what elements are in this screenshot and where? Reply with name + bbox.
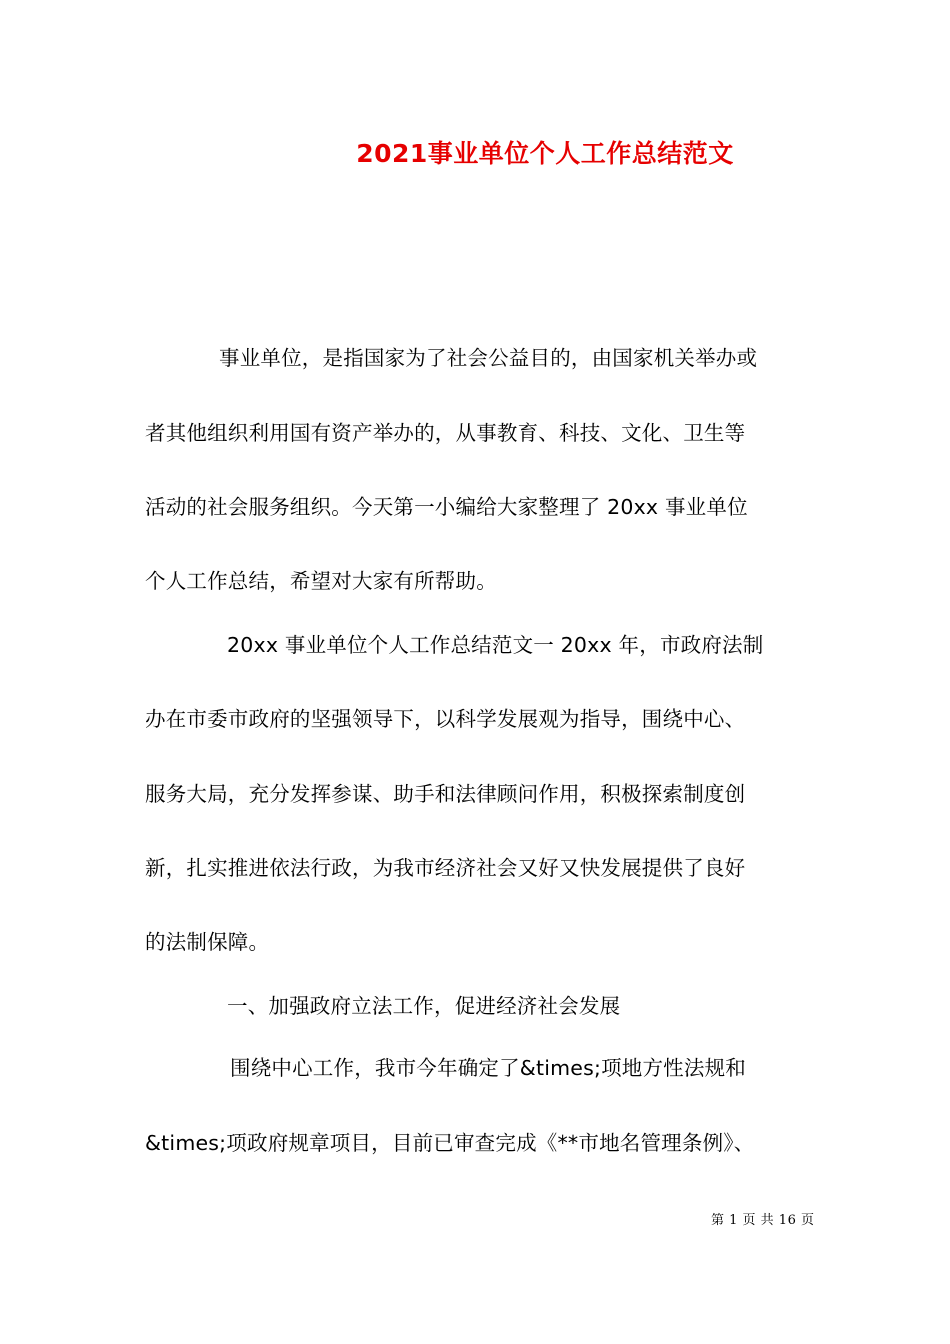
paragraph-line-12: &times;项政府规章项目，目前已审查完成《**市地名管理条例》、 <box>145 1131 755 1155</box>
paragraph-line-4: 个人工作总结，希望对大家有所帮助。 <box>145 569 497 593</box>
paragraph-line-5: 20xx 事业单位个人工作总结范文一 20xx 年，市政府法制 <box>227 633 764 657</box>
paragraph-line-1: 事业单位，是指国家为了社会公益目的，由国家机关举办或 <box>219 346 758 370</box>
paragraph-line-2: 者其他组织利用国有资产举办的，从事教育、科技、文化、卫生等 <box>145 421 746 445</box>
section-heading: 一、加强政府立法工作，促进经济社会发展 <box>227 994 621 1018</box>
paragraph-line-11: 围绕中心工作，我市今年确定了&times;项地方性法规和 <box>230 1056 746 1080</box>
paragraph-line-6: 办在市委市政府的坚强领导下，以科学发展观为指导，围绕中心、 <box>145 707 746 731</box>
paragraph-line-3: 活动的社会服务组织。今天第一小编给大家整理了 20xx 事业单位 <box>145 495 748 519</box>
page-number-footer: 第 1 页 共 16 页 <box>711 1213 815 1228</box>
paragraph-line-9: 的法制保障。 <box>145 930 270 954</box>
paragraph-line-7: 服务大局，充分发挥参谋、助手和法律顾问作用，积极探索制度创 <box>145 782 746 806</box>
document-title: 2021事业单位个人工作总结范文 <box>356 139 734 168</box>
paragraph-line-8: 新，扎实推进依法行政，为我市经济社会又好又快发展提供了良好 <box>145 856 746 880</box>
